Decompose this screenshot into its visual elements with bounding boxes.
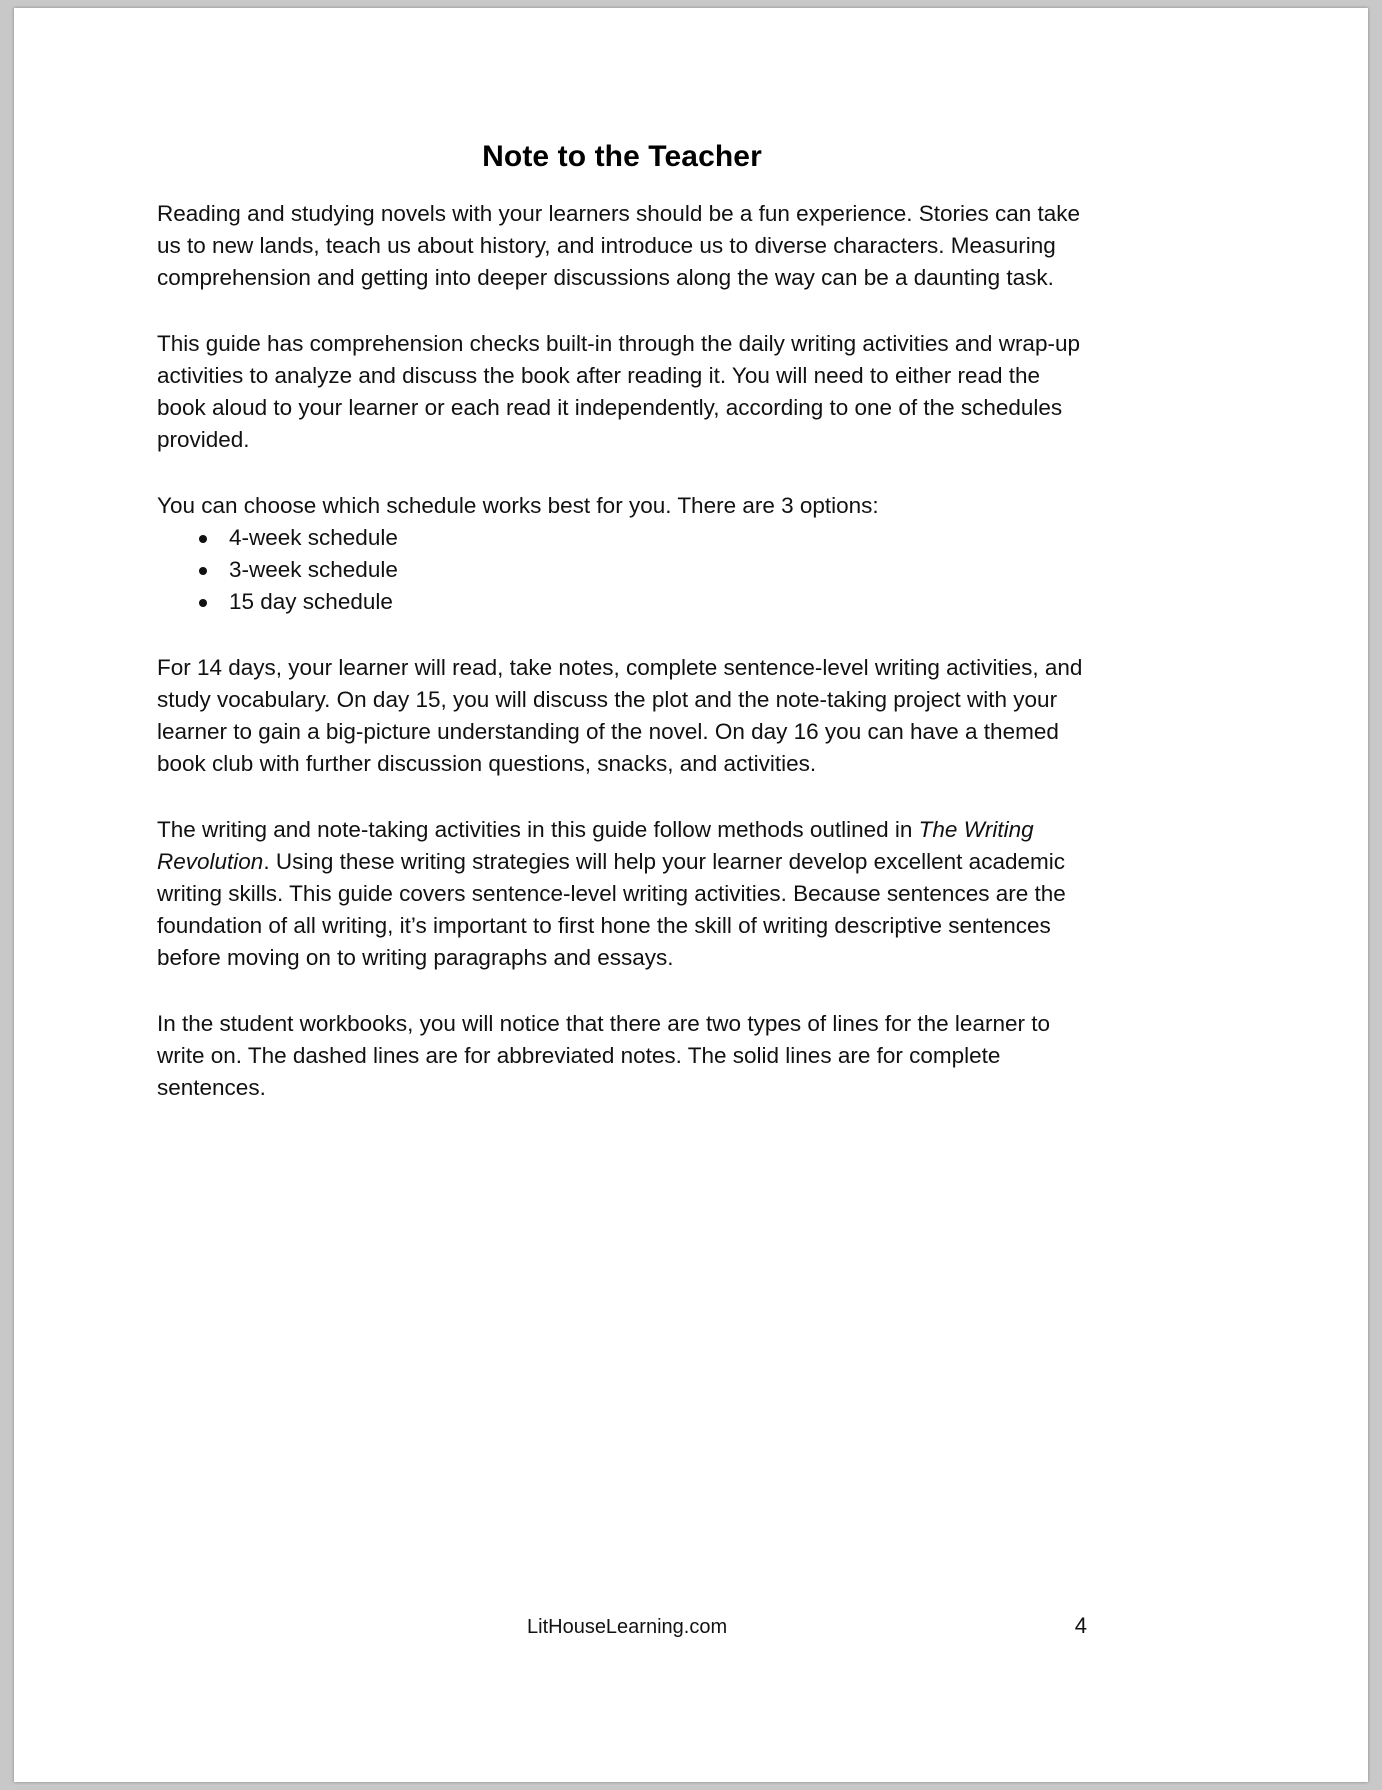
paragraph-methods-text-1: The writing and note-taking activities in this guide follow methods outlined in <box>157 817 919 842</box>
bullet-icon <box>199 599 207 607</box>
paragraph-intro: Reading and studying novels with your learners should be a fun experience. Stories can take us to new lands, teach us about history, and introduce us to diverse characters. Measuring comprehension and getting into deeper discussions along the way can be a daunting task. <box>157 201 1081 290</box>
bullet-icon <box>199 567 207 575</box>
bullet-icon <box>199 535 207 543</box>
paragraph-methods-text-2: . Using these writing strategies will help your learner develop excellent academic writing skills. This guide covers sentence-level writing activities. Because sentences are the foundation of all writing, it’s important to first hone the skill of writing descriptive sentences before moving on to writing paragraphs and essays. <box>157 849 1066 970</box>
paragraph-schedule-intro: You can choose which schedule works best for you. There are 3 options: <box>157 493 879 518</box>
paragraph-daily-plan: For 14 days, your learner will read, take notes, complete sentence-level writing activities, and study vocabulary. On day 15, you will discuss the plot and the note-taking project with your learner to gain a big-picture understanding of the novel. On day 16 you can have a themed book club with further discussion questions, snacks, and activities. <box>157 655 1083 776</box>
document-page <box>14 8 1368 1782</box>
paragraph-guide-overview: This guide has comprehension checks built-in through the daily writing activities and wrap-up activities to analyze and discuss the book after reading it. You will need to either read the book aloud to your learner or each read it independently, according to one of the schedules provided. <box>157 331 1080 452</box>
book-title-the-writing-revolution: The Writing Revolution <box>157 817 1034 874</box>
schedule-options-list <box>157 522 1087 618</box>
paragraph-methods <box>157 814 1087 974</box>
list-item <box>157 522 1087 554</box>
list-item-label: 3-week schedule <box>229 557 398 582</box>
document-body <box>157 140 1087 1138</box>
list-item <box>157 586 1087 618</box>
list-item-label: 4-week schedule <box>229 525 398 550</box>
page-title: Note to the Teacher <box>482 140 762 173</box>
footer-site-name: LitHouseLearning.com <box>527 1616 728 1638</box>
footer-page-number: 4 <box>1074 1613 1087 1638</box>
list-item <box>157 554 1087 586</box>
paragraph-workbook-lines: In the student workbooks, you will notice that there are two types of lines for the learner to write on. The dashed lines are for abbreviated notes. The solid lines are for complete sentences. <box>157 1011 1050 1100</box>
list-item-label: 15 day schedule <box>229 589 393 614</box>
page-footer <box>157 1613 1087 1639</box>
